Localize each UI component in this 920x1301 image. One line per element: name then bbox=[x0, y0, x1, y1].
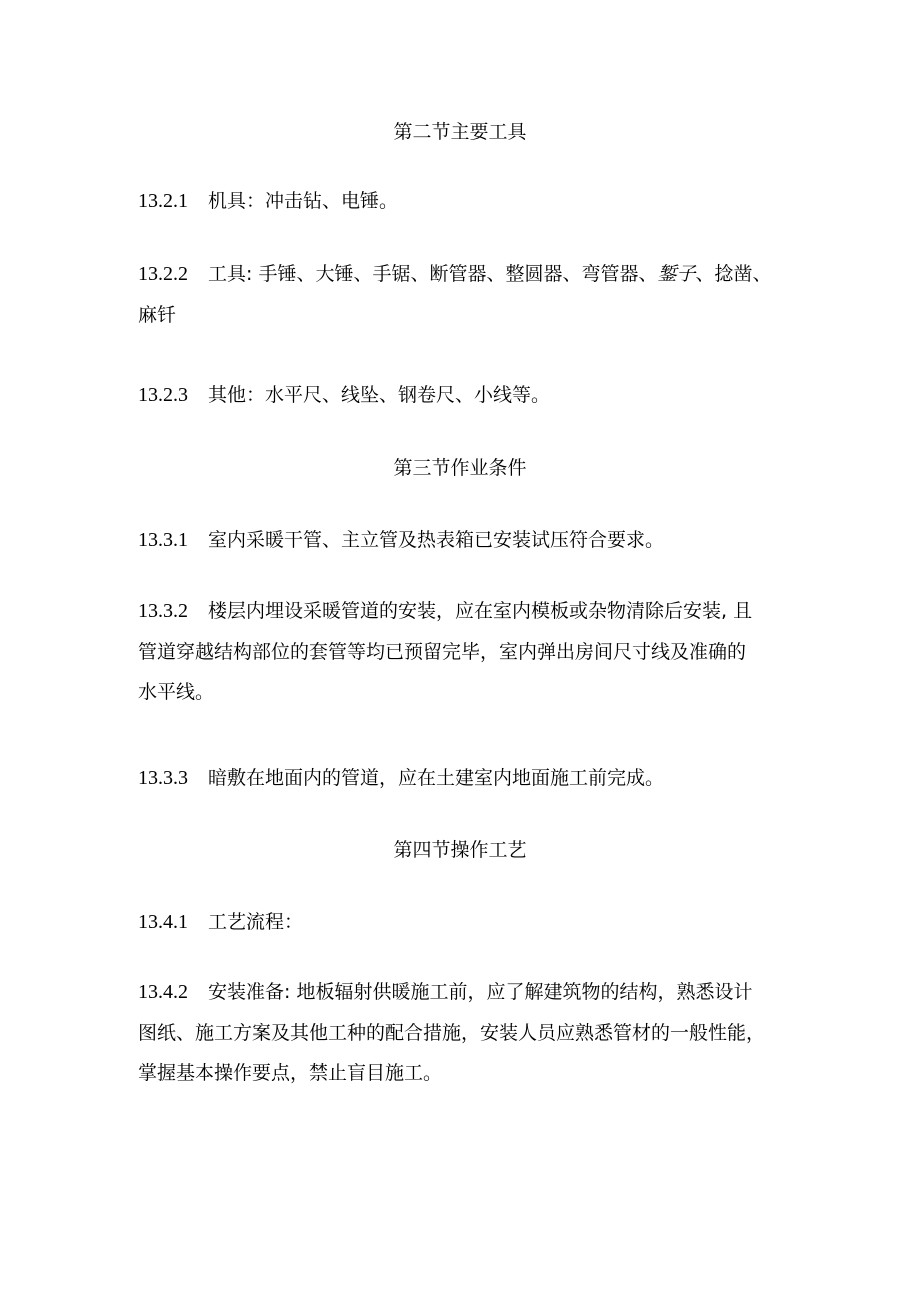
item-13-4-1 bbox=[138, 902, 798, 943]
item-text: 其他：水平尺、线坠、钢卷尺、小线等。 bbox=[208, 384, 551, 406]
item-text: 楼层内埋设采暖管道的安装，应在室内模板或杂物清除后安装, 且 bbox=[208, 600, 753, 622]
item-13-3-3 bbox=[138, 758, 798, 799]
section-heading-3: 第三节作业条件 bbox=[393, 457, 527, 479]
item-text: 安装准备: 地板辐射供暖施工前，应了解建筑物的结构，熟悉设计 bbox=[208, 981, 753, 1003]
item-number: 13.4.2 bbox=[138, 981, 188, 1003]
item-text: 工具: 手锤、大锤、手锯、断管器、整圆器、弯管器、 bbox=[208, 263, 658, 285]
item-text-line2: 管道穿越结构部位的套管等均已预留完毕，室内弹出房间尺寸线及准确的 bbox=[138, 640, 747, 663]
item-number: 13.3.1 bbox=[138, 529, 188, 551]
item-13-4-2 bbox=[138, 972, 798, 1094]
item-text: 室内采暖干管、主立管及热表箱已安装试压符合要求。 bbox=[208, 529, 665, 551]
item-13-2-2 bbox=[138, 254, 798, 335]
item-text-line3: 水平线。 bbox=[138, 681, 215, 703]
item-number: 13.2.3 bbox=[138, 384, 188, 406]
item-number: 13.3.3 bbox=[138, 767, 188, 789]
item-number: 13.2.2 bbox=[138, 263, 188, 285]
item-text-line2: 麻钎 bbox=[138, 303, 177, 326]
item-text: 暗敷在地面内的管道，应在土建室内地面施工前完成。 bbox=[208, 767, 665, 789]
item-13-3-2 bbox=[138, 591, 798, 713]
item-13-3-1 bbox=[138, 520, 798, 561]
item-13-2-3 bbox=[138, 375, 798, 416]
item-text: 、捻凿、 bbox=[695, 263, 772, 285]
item-text-line3: 掌握基本操作要点，禁止盲目施工。 bbox=[138, 1062, 443, 1084]
item-number: 13.3.2 bbox=[138, 600, 188, 622]
item-text: 工艺流程： bbox=[208, 911, 304, 933]
section-heading-2: 第二节主要工具 bbox=[393, 121, 527, 143]
item-13-2-1 bbox=[138, 181, 798, 222]
item-text-line2: 图纸、施工方案及其他工种的配合措施，安装人员应熟悉管材的一般性能， bbox=[138, 1021, 766, 1044]
section-heading-4: 第四节操作工艺 bbox=[393, 839, 527, 861]
item-number: 13.2.1 bbox=[138, 190, 188, 212]
item-text: 机具：冲击钻、电锤。 bbox=[208, 190, 399, 212]
item-text-italic: 錾子 bbox=[657, 263, 696, 285]
item-number: 13.4.1 bbox=[138, 911, 188, 933]
